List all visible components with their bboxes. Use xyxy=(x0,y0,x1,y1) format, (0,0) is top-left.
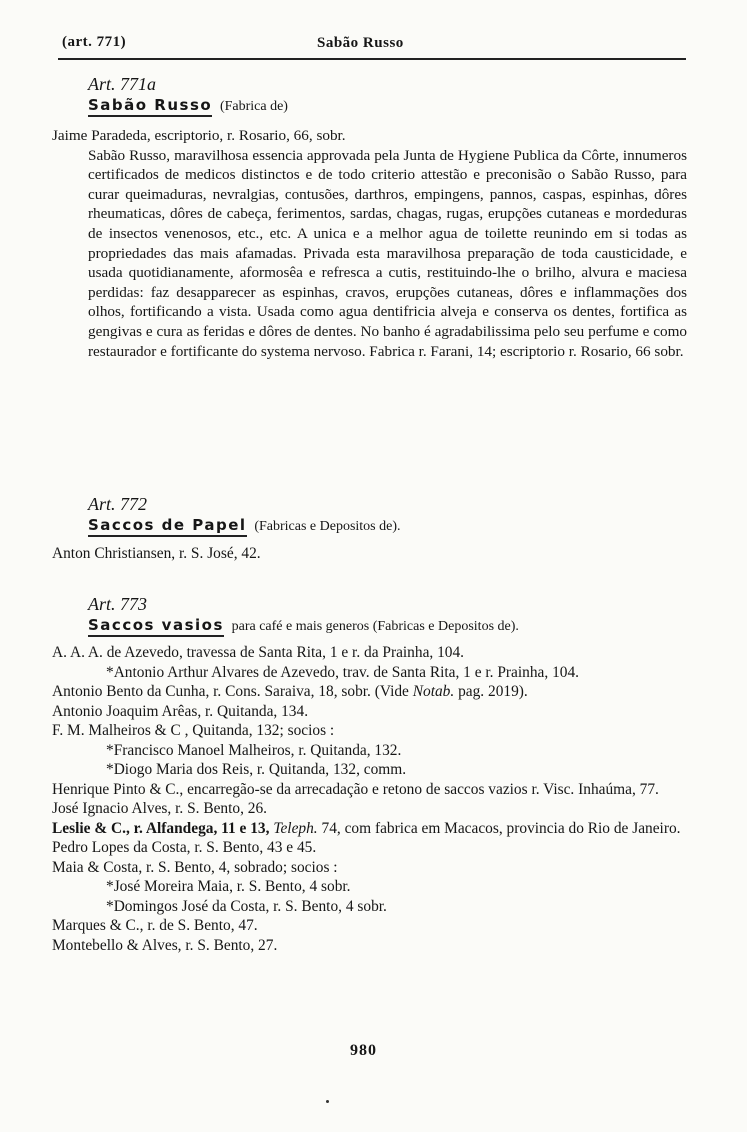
list-item: *Antonio Arthur Alvares de Azevedo, trav. de Santa Rita, 1 e r. Prainha, 104. xyxy=(106,663,580,681)
running-head-article: (art. 771) xyxy=(62,34,127,50)
entry-text-continued: 74, com fabrica em Macacos, provincia do Rio de Janeiro. xyxy=(321,819,681,837)
section-773 xyxy=(52,594,687,955)
list-item: Marques & C., r. de S. Bento, 47. xyxy=(52,917,258,934)
list-item xyxy=(52,682,687,702)
section-heading xyxy=(88,616,687,635)
list-item: *Diogo Maria dos Reis, r. Quitanda, 132, comm. xyxy=(106,761,407,778)
entry-text: Antonio Bento da Cunha, r. Cons. Saraiva, 18, sobr. (Vide xyxy=(52,683,409,700)
list-item: *Domingos José da Costa, r. S. Bento, 4 sobr. xyxy=(106,897,387,915)
print-speck xyxy=(326,1100,329,1103)
list-item: A. A. A. de Azevedo, travessa de Santa Rita, 1 e r. da Prainha, 104. xyxy=(52,644,465,661)
running-head-title: Sabão Russo xyxy=(317,35,404,51)
section-description: para café e mais generos (Fabricas e Depositos de). xyxy=(231,619,519,634)
page-number: 980 xyxy=(350,1042,377,1059)
section-heading xyxy=(88,96,687,115)
entry-list xyxy=(52,643,687,955)
list-item: *José Moreira Maia, r. S. Bento, 4 sobr. xyxy=(106,878,351,895)
notab-reference: Notab. xyxy=(412,683,455,700)
section-772 xyxy=(52,494,687,564)
list-item xyxy=(52,819,687,839)
list-item: Montebello & Alves, r. S. Bento, 27. xyxy=(52,936,278,954)
header-rule xyxy=(58,58,686,60)
list-item: *Francisco Manoel Malheiros, r. Quitanda, 132. xyxy=(106,741,402,759)
entry-jaime-paradeda xyxy=(52,126,687,361)
section-title: Saccos de Papel xyxy=(88,516,247,537)
entry-first-line: Jaime Paradeda, escriptorio, r. Rosario, 66, sobr. xyxy=(52,127,346,144)
section-heading xyxy=(88,516,687,535)
list-item: Maia & Costa, r. S. Bento, 4, sobrado; socios : xyxy=(52,858,338,876)
article-number: Art. 772 xyxy=(88,494,148,514)
section-description: (Fabrica de) xyxy=(219,99,288,114)
list-item: Henrique Pinto & C., encarregão-se da arrecadação e retono de saccos vazios r. Visc. Inhaúma, 77. xyxy=(52,780,659,798)
entry-text: Leslie & C., r. Alfandega, 11 e 13, xyxy=(52,819,270,837)
list-item: José Ignacio Alves, r. S. Bento, 26. xyxy=(52,800,268,817)
list-item: Antonio Joaquim Arêas, r. Quitanda, 134. xyxy=(52,702,309,720)
section-description: (Fabricas e Depositos de). xyxy=(254,519,401,534)
list-item: F. M. Malheiros & C , Quitanda, 132; socios : xyxy=(52,722,335,739)
section-title: Sabão Russo xyxy=(88,96,212,117)
section-title: Saccos vasios xyxy=(88,616,224,637)
article-number: Art. 773 xyxy=(88,594,148,614)
list-item: Anton Christiansen, r. S. José, 42. xyxy=(52,545,261,562)
section-771a xyxy=(52,74,687,361)
list-item: Pedro Lopes da Costa, r. S. Bento, 43 e 45. xyxy=(52,839,317,856)
article-number: Art. 771a xyxy=(88,74,157,94)
teleph-label: Teleph. xyxy=(273,819,318,837)
advertisement-text: Sabão Russo, maravilhosa essencia approvada pela Junta de Hygiene Publica da Côrte, innumeros certificados de medicos distinctos e de todo criterio attestão e preconisão o Sabão Russo, para curar queimaduras, nevralgias, contusões, darthros, empingens, pannos, caspas, espinhas, dôres rheumaticas, dôres de cabeça, ferimentos, sardas, chagas, rugas, erupções cutaneas e mordeduras de insectos venenosos, etc., etc. A unica e a melhor agua de toilette reunindo em si todas as propriedades das mais afamadas. Privada esta maravilhosa preparação de toda causticidade, e usada quotidianamente, aformosêa e refresca a cutis, restituindo-lhe o brilho, alvura e maciesa perdidas: faz desapparecer as espinhas, cravos, erupções cutaneas, dôres e inflammações dos olhos, fortificando a vista. Usada como agua dentifricia alveja e conserva os dentes, fortifica as gengivas e cura as feridas e dôres de dentes. No banho é agradabilissima pelo seu perfume e como restaurador e fortificante do systema nervoso. Fabrica r. Farani, 14; escriptorio r. Rosario, 66 sobr. xyxy=(88,146,687,360)
page-reference: pag. 2019). xyxy=(458,683,528,700)
